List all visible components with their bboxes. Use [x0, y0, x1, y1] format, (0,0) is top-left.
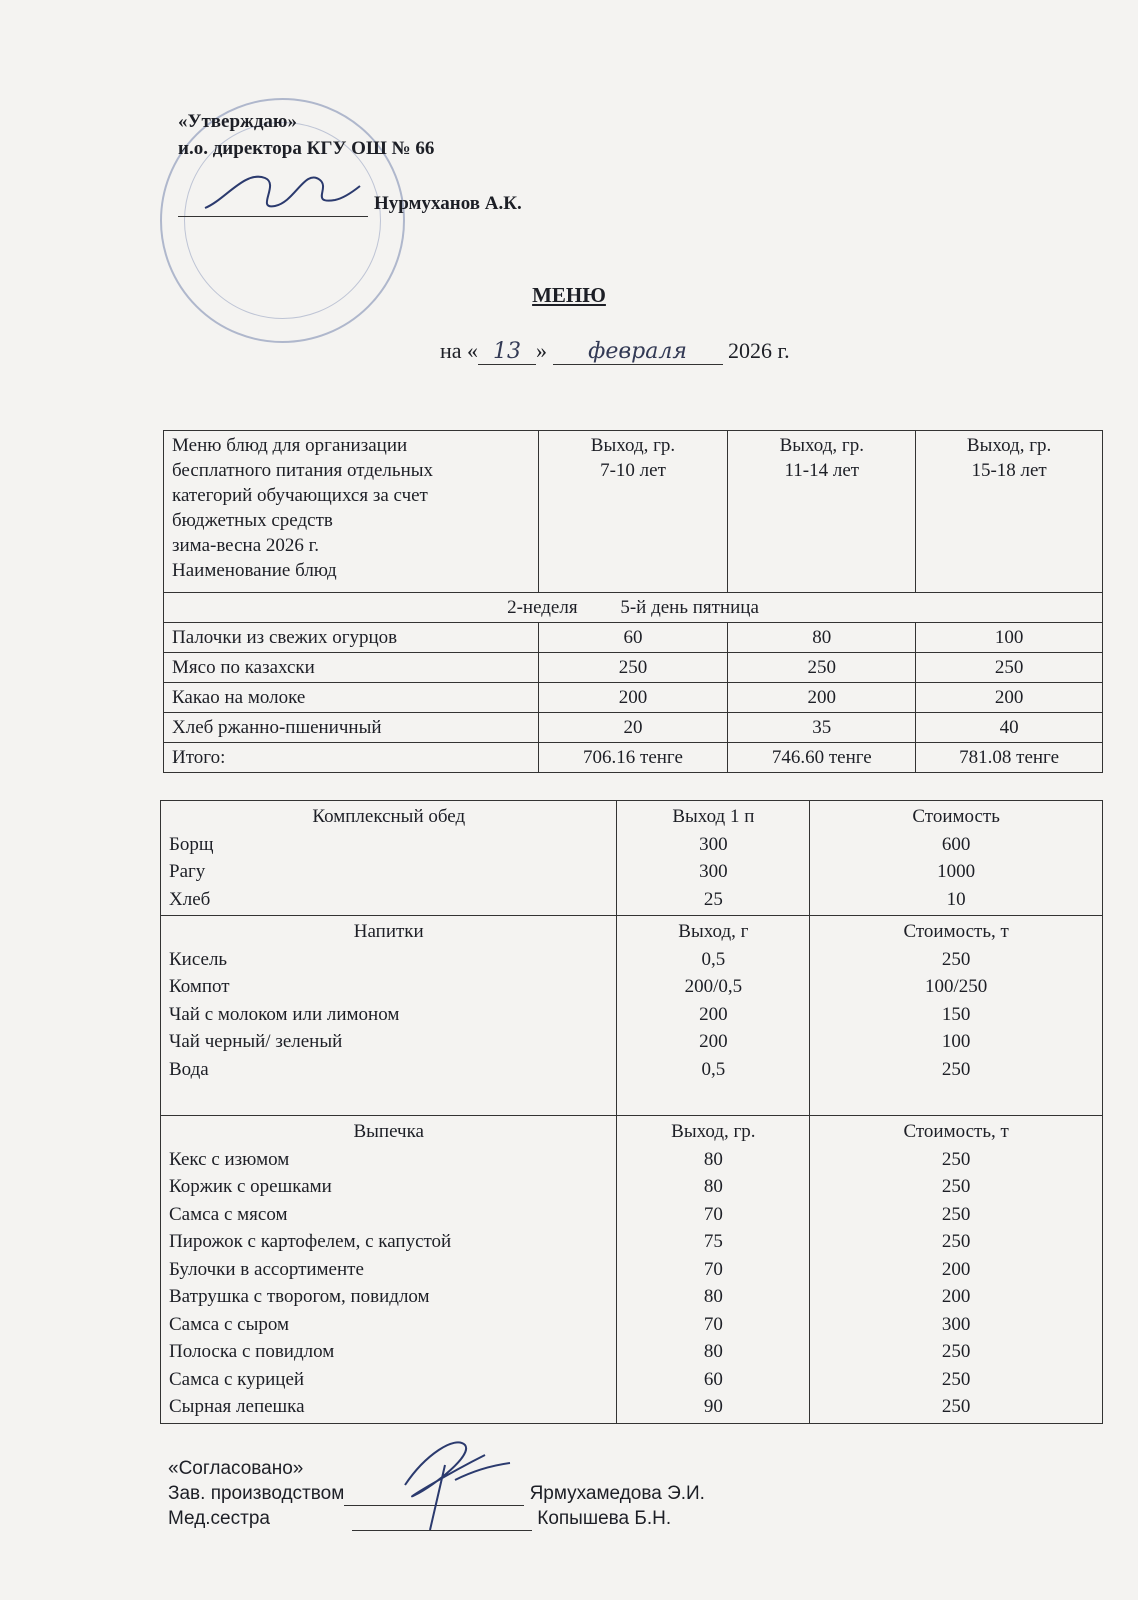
date-suffix: 2026 г.: [728, 338, 790, 363]
name-nurse: Копышева Б.Н.: [537, 1508, 672, 1529]
drinks-section: [161, 916, 1103, 1116]
yield-11-14: 80: [728, 623, 916, 653]
list-item: Борщ: [169, 833, 214, 855]
header-col-15-18: [916, 431, 1103, 593]
bakery-items-cell: [161, 1116, 617, 1424]
header-line: 11-14 лет: [784, 460, 860, 481]
list-item: Булочки в ассортименте: [169, 1258, 364, 1280]
list-item: 75: [703, 1231, 723, 1252]
list-item: 300: [699, 861, 728, 882]
list-item: 200: [699, 1031, 728, 1052]
list-item: 250: [941, 1148, 971, 1170]
yield-15-18: 100: [916, 623, 1103, 653]
yield-7-10: 250: [538, 653, 728, 683]
table-row: [164, 683, 1103, 713]
header-line: 15-18 лет: [971, 460, 1047, 481]
yield-7-10: 20: [538, 713, 728, 743]
table-row: [164, 653, 1103, 683]
agreed-title: «Согласовано»: [168, 1458, 304, 1479]
role-production-head: Зав. производством: [168, 1483, 345, 1504]
director-signature: [195, 160, 365, 220]
header-line: Выход, гр.: [966, 435, 1052, 456]
drinks-cost-title: Стоимость, т: [903, 921, 1009, 942]
bakery-cost-cell: [810, 1116, 1103, 1424]
header-line: Меню блюд для организации: [172, 435, 408, 456]
list-item: 90: [703, 1396, 723, 1417]
list-item: 250: [941, 1231, 971, 1252]
bakery-section: [161, 1116, 1103, 1424]
list-item: Самса с мясом: [169, 1203, 288, 1225]
header-line: Выход, гр.: [590, 435, 676, 456]
table-row: [164, 713, 1103, 743]
total-label: Итого:: [164, 743, 539, 773]
header-name-cell: [164, 431, 539, 593]
list-item: 250: [941, 1396, 971, 1417]
lunch-yield-title: Выход 1 п: [672, 806, 755, 827]
total-7-10: 706.16 тенге: [538, 743, 728, 773]
date-month: февраля: [553, 339, 723, 365]
header-col-7-10: [538, 431, 728, 593]
list-item: Вода: [169, 1058, 209, 1080]
drinks-yield-title: Выход, г: [678, 921, 749, 942]
extra-menu-table: [160, 800, 1103, 1424]
bakery-yield-title: Выход, гр.: [671, 1121, 756, 1142]
list-item: 300: [941, 1313, 971, 1335]
total-15-18: 781.08 тенге: [916, 743, 1103, 773]
list-item: Самса с сыром: [169, 1313, 290, 1335]
list-item: 70: [703, 1258, 723, 1280]
list-item: 1000: [937, 861, 976, 882]
drinks-yield-cell: [617, 916, 810, 1116]
yield-15-18: 200: [916, 683, 1103, 713]
list-item: Кисель: [169, 948, 228, 970]
date-prefix: на «: [440, 338, 479, 363]
lunch-items-cell: [161, 801, 617, 916]
dish-name: Палочки из свежих огурцов: [164, 623, 539, 653]
bakery-cost-title: Стоимость, т: [903, 1121, 1009, 1142]
list-item: 600: [941, 833, 971, 855]
list-item: 200: [699, 1003, 728, 1025]
list-item: 250: [941, 948, 971, 970]
list-item: 300: [699, 833, 728, 855]
yield-7-10: 200: [538, 683, 728, 713]
document-title: МЕНЮ: [532, 283, 606, 307]
dish-name: Мясо по казахски: [164, 653, 539, 683]
yield-15-18: 250: [916, 653, 1103, 683]
yield-7-10: 60: [538, 623, 728, 653]
approval-title: «Утверждаю»: [178, 111, 297, 132]
header-line: бесплатного питания отдельных: [172, 460, 433, 481]
total-11-14: 746.60 тенге: [728, 743, 916, 773]
list-item: 250: [941, 1058, 971, 1080]
header-line: Наименование блюд: [172, 560, 337, 581]
main-table-header: [164, 431, 1103, 593]
list-item: 200: [941, 1286, 971, 1307]
yield-15-18: 40: [916, 713, 1103, 743]
yield-11-14: 200: [728, 683, 916, 713]
list-item: 150: [941, 1003, 971, 1025]
lunch-section: [161, 801, 1103, 916]
approval-block: [178, 108, 522, 214]
list-item: 0,5: [701, 1058, 726, 1080]
list-item: 80: [703, 1286, 723, 1307]
menu-date: [440, 338, 790, 365]
week-row: [164, 593, 1103, 623]
bakery-title: Выпечка: [353, 1121, 424, 1142]
list-item: Кекс с изюмом: [169, 1148, 290, 1170]
header-line: бюджетных средств: [172, 510, 333, 531]
bakery-yield-cell: [617, 1116, 810, 1424]
lunch-cost-title: Стоимость: [912, 806, 1000, 827]
list-item: 100/250: [924, 976, 988, 997]
header-line: 7-10 лет: [600, 460, 666, 481]
dish-name: Хлеб ржанно-пшеничный: [164, 713, 539, 743]
drinks-cost-cell: [810, 916, 1103, 1116]
list-item: Полоска с повидлом: [169, 1341, 335, 1362]
lunch-yield-cell: [617, 801, 810, 916]
director-name: Нурмуханов А.К.: [374, 193, 522, 214]
total-row: [164, 743, 1103, 773]
list-item: Ватрушка с творогом, повидлом: [169, 1286, 430, 1307]
drinks-title: Напитки: [353, 921, 424, 942]
list-item: 80: [703, 1176, 723, 1197]
list-item: Пирожок с картофелем, с капустой: [169, 1231, 452, 1252]
production-head-signature: [385, 1425, 525, 1535]
list-item: 250: [941, 1203, 971, 1225]
list-item: 0,5: [701, 948, 726, 970]
list-item: 250: [941, 1176, 971, 1197]
list-item: 200: [941, 1258, 971, 1280]
list-item: 250: [941, 1341, 971, 1362]
date-day: 13: [478, 339, 536, 365]
list-item: 250: [941, 1368, 971, 1390]
header-col-11-14: [728, 431, 916, 593]
lunch-cost-cell: [810, 801, 1103, 916]
list-item: 25: [703, 888, 723, 910]
date-mid: »: [536, 338, 548, 363]
list-item: Самса с курицей: [169, 1368, 305, 1390]
yield-11-14: 35: [728, 713, 916, 743]
drinks-items-cell: [161, 916, 617, 1116]
week-day-cell: 2-неделя 5-й день пятница: [164, 593, 1103, 623]
list-item: 80: [703, 1148, 723, 1170]
list-item: 70: [703, 1203, 723, 1225]
header-line: Выход, гр.: [779, 435, 864, 456]
list-item: 10: [946, 888, 966, 910]
list-item: 100: [941, 1031, 971, 1052]
name-production-head: Ярмухамедова Э.И.: [529, 1483, 705, 1504]
table-row: [164, 623, 1103, 653]
list-item: 60: [703, 1368, 723, 1390]
list-item: Компот: [169, 976, 230, 997]
header-line: категорий обучающихся за счет: [172, 485, 428, 506]
main-menu-table: [163, 430, 1103, 773]
lunch-title: Комплексный обед: [312, 806, 466, 827]
header-line: зима-весна 2026 г.: [172, 535, 320, 556]
list-item: Чай черный/ зеленый: [169, 1031, 343, 1052]
list-item: Коржик с орешками: [169, 1176, 332, 1197]
list-item: 80: [703, 1341, 723, 1362]
list-item: Сырная лепешка: [169, 1396, 305, 1417]
approval-position: и.о. директора КГУ ОШ № 66: [178, 138, 435, 159]
list-item: 70: [703, 1313, 723, 1335]
list-item: Чай с молоком или лимоном: [169, 1003, 400, 1025]
list-item: Хлеб: [169, 888, 211, 910]
list-item: Рагу: [169, 861, 206, 882]
yield-11-14: 250: [728, 653, 916, 683]
dish-name: Какао на молоке: [164, 683, 539, 713]
role-nurse: Мед.сестра: [168, 1508, 270, 1529]
list-item: 200/0,5: [684, 976, 743, 997]
